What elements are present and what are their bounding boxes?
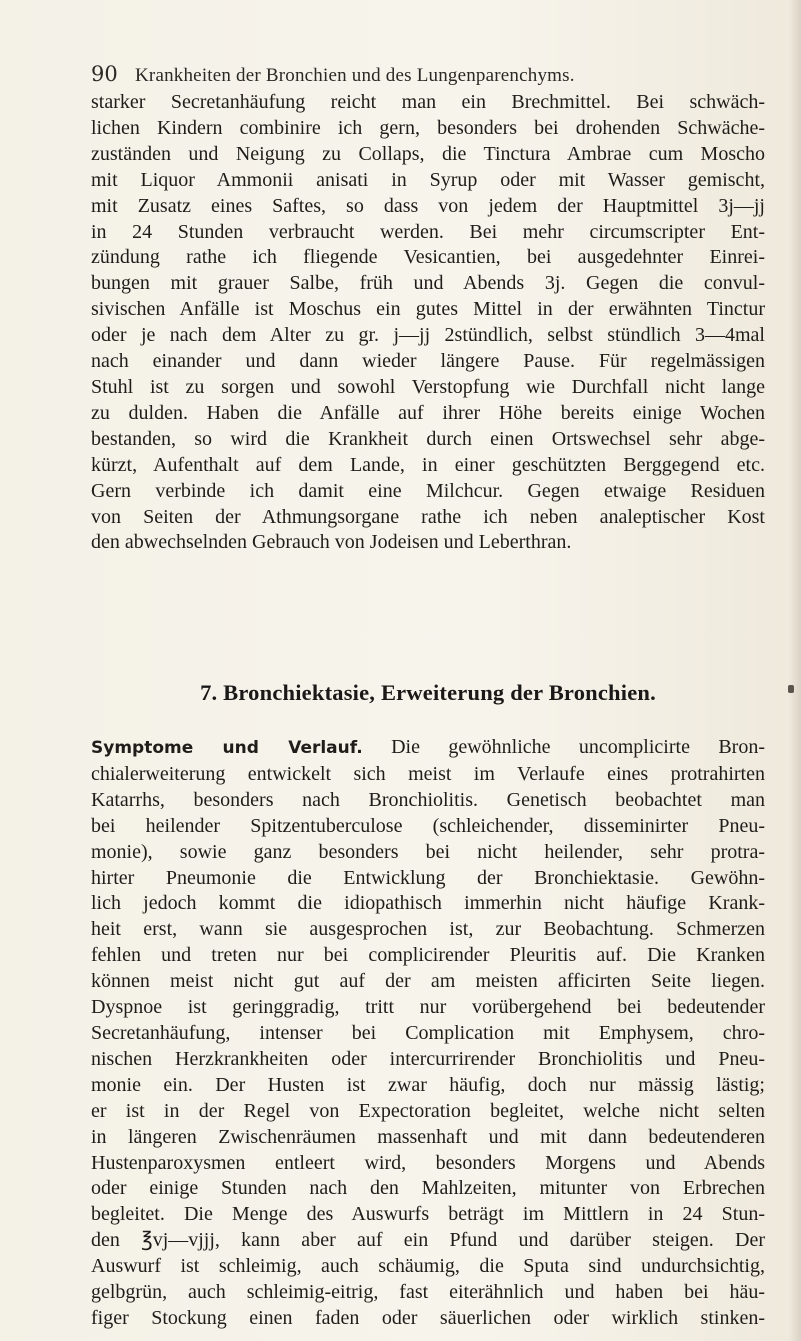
text-line: oder einige Stunden nach den Mahlzeiten, mitunter von Erbrechen (91, 1177, 765, 1200)
text-line-first (91, 735, 765, 762)
text-line: Katarrhs, besonders nach Bronchiolitis. Genetisch beobachtet man (91, 788, 765, 811)
text-fragment: Die gewöhnliche uncomplicirte Bron- (362, 736, 765, 758)
running-head: Krankheiten der Bronchien und des Lungenparenchyms. (135, 65, 575, 86)
text-line: fehlen und treten nur bei complicirender Pleuritis auf. Die Kranken (91, 944, 765, 967)
text-line: monie), sowie ganz besonders bei nicht heilender, sehr protra- (91, 840, 765, 863)
text-line: nischen Herzkrankheiten oder intercurrirender Bronchiolitis und Pneu- (91, 1047, 765, 1070)
text-line: in längeren Zwischenräumen massenhaft und mit dann bedeutenderen (91, 1125, 765, 1148)
text-line: in 24 Stunden verbraucht werden. Bei mehr circumscripter Ent- (91, 220, 765, 243)
text-line: zu dulden. Haben die Anfälle auf ihrer Höhe bereits einige Wochen (91, 401, 765, 424)
text-line: gelbgrün, auch schleimig-eitrig, fast eiterähnlich und haben bei häu- (91, 1281, 765, 1304)
text-line: Stuhl ist zu sorgen und sowohl Verstopfung wie Durchfall nicht lange (91, 375, 765, 398)
text-line: monie ein. Der Husten ist zwar häufig, doch nur mässig lästig; (91, 1073, 765, 1096)
text-line: hirter Pneumonie die Entwicklung der Bronchiektasie. Gewöhn- (91, 866, 765, 889)
text-line: heit erst, wann sie ausgesprochen ist, zur Beobachtung. Schmerzen (91, 918, 765, 941)
text-line: von Seiten der Athmungsorgane rathe ich neben analeptischer Kost (91, 505, 765, 528)
text-line: Gern verbinde ich damit eine Milchcur. Gegen etwaige Residuen (91, 479, 765, 502)
text-line: Hustenparoxysmen entleert wird, besonders Morgens und Abends (91, 1151, 765, 1174)
text-line: sivischen Anfälle ist Moschus ein gutes Mittel in der erwähnten Tinctur (91, 298, 765, 321)
text-line: bei heilender Spitzentuberculose (schleichender, disseminirter Pneu- (91, 814, 765, 837)
text-line: lich jedoch kommt die idiopathisch immerhin nicht häufige Krank- (91, 892, 765, 915)
text-line: mit Liquor Ammonii anisati in Syrup oder mit Wasser gemischt, (91, 168, 765, 191)
text-line: nach einander und dann wieder längere Pause. Für regelmässigen (91, 350, 765, 373)
text-line: bungen mit grauer Salbe, früh und Abends 3j. Gegen die convul- (91, 272, 765, 295)
page-edge-shadow (789, 0, 801, 1341)
text-line: lichen Kindern combinire ich gern, besonders bei drohenden Schwäche- (91, 116, 765, 139)
page-header (91, 62, 711, 87)
text-line: den ℥vj—vjjj, kann aber auf ein Pfund und darüber steigen. Der (91, 1229, 765, 1252)
text-line: kürzt, Aufenthalt auf dem Lande, in einer geschützten Berggegend etc. (91, 453, 765, 476)
text-line: zündung rathe ich fliegende Vesicantien, bei ausgedehnter Einrei- (91, 246, 765, 269)
text-line: den abwechselnden Gebrauch von Jodeisen und Leberthran. (91, 531, 572, 554)
text-line: zuständen und Neigung zu Collaps, die Tinctura Ambrae cum Moscho (91, 142, 765, 165)
page-number: 90 (91, 62, 118, 86)
text-line: begleitet. Die Menge des Auswurfs beträgt im Mittlern in 24 Stun- (91, 1203, 765, 1226)
paragraph-symptoms (91, 735, 765, 1332)
text-line: Auswurf ist schleimig, auch schäumig, die Sputa sind undurchsichtig, (91, 1255, 765, 1278)
text-line: können meist nicht gut auf der am meisten afficirten Seite liegen. (91, 970, 765, 993)
text-line: oder je nach dem Alter zu gr. j—jj 2stündlich, selbst stündlich 3—4mal (91, 324, 765, 347)
paragraph-treatment (91, 90, 765, 556)
text-line: chialerweiterung entwickelt sich meist im Verlaufe eines protrahirten (91, 762, 765, 785)
margin-mark (788, 685, 794, 693)
text-line: mit Zusatz eines Saftes, so dass von jedem der Hauptmittel 3j—jj (91, 194, 765, 217)
text-line: Secretanhäufung, intenser bei Complication mit Emphysem, chro- (91, 1021, 765, 1044)
text-line: bestanden, so wird die Krankheit durch einen Ortswechsel sehr abge- (91, 427, 765, 450)
runin-heading: Symptome und Verlauf. (91, 738, 363, 758)
text-line: figer Stockung einen faden oder säuerlichen oder wirklich stinken- (91, 1306, 765, 1329)
text-line: starker Secretanhäufung reicht man ein Brechmittel. Bei schwäch- (91, 91, 765, 113)
text-line: Dyspnoe ist geringgradig, tritt nur vorübergehend bei bedeutender (91, 996, 765, 1019)
text-line: er ist in der Regel von Expectoration begleitet, welche nicht selten (91, 1099, 765, 1122)
section-heading: 7. Bronchiektasie, Erweiterung der Bronchien. (200, 680, 656, 705)
